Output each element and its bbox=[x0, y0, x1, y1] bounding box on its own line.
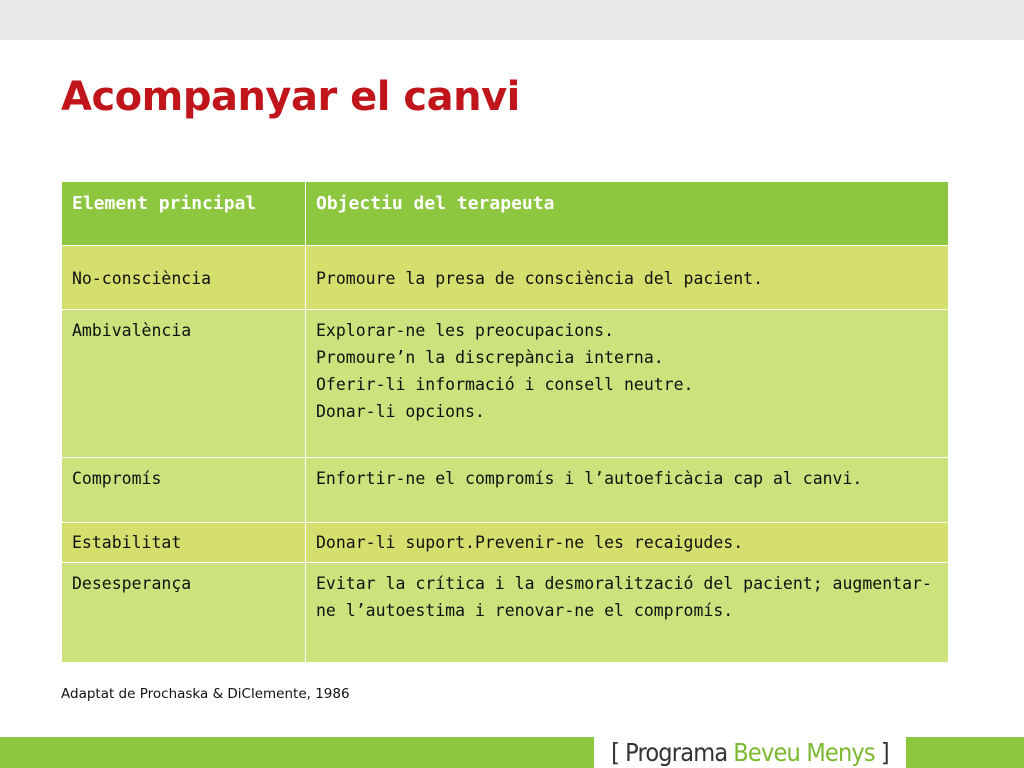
table-row bbox=[62, 523, 949, 563]
stages-table bbox=[61, 181, 949, 663]
source-note: Adaptat de Prochaska & DiClemente, 1986 bbox=[61, 686, 350, 702]
table-row bbox=[62, 563, 949, 663]
row-objective-cell bbox=[306, 246, 949, 310]
objective-line: Donar-li suport.Prevenir-ne les recaigudes. bbox=[316, 533, 744, 552]
header-element-principal: Element principal bbox=[62, 182, 306, 246]
programa-beveu-menys-logo bbox=[594, 737, 906, 768]
logo-close-bracket: ] bbox=[880, 738, 889, 767]
slide-title: Acompanyar el canvi bbox=[61, 74, 520, 120]
row-element-cell: Compromís bbox=[62, 458, 306, 523]
top-band bbox=[0, 0, 1024, 40]
objective-line: Enfortir-ne el compromís i l’autoeficàcia cap al canvi. bbox=[316, 469, 863, 488]
objective-line: Evitar la crítica i la desmoralització del pacient; augmentar- bbox=[316, 574, 932, 593]
row-element-cell: Ambivalència bbox=[62, 310, 306, 458]
row-objective-cell bbox=[306, 523, 949, 563]
logo-programa-text: Programa bbox=[625, 738, 728, 767]
row-objective-cell bbox=[306, 563, 949, 663]
objective-line: Oferir-li informació i consell neutre. bbox=[316, 375, 694, 394]
objective-line: Donar-li opcions. bbox=[316, 402, 485, 421]
row-element-cell: Desesperança bbox=[62, 563, 306, 663]
objective-line: Explorar-ne les preocupacions. bbox=[316, 321, 615, 340]
objective-line: Promoure la presa de consciència del pacient. bbox=[316, 269, 764, 288]
header-objectiu-terapeuta: Objectiu del terapeuta bbox=[306, 182, 949, 246]
row-element-cell: Estabilitat bbox=[62, 523, 306, 563]
row-objective-cell bbox=[306, 458, 949, 523]
table-row bbox=[62, 246, 949, 310]
objective-line: Promoure’n la discrepància interna. bbox=[316, 348, 664, 367]
logo-open-bracket: [ bbox=[611, 738, 620, 767]
table-header-row bbox=[62, 182, 949, 246]
table-row bbox=[62, 310, 949, 458]
table-row bbox=[62, 458, 949, 523]
logo-beveu-menys-text: Beveu Menys bbox=[733, 738, 875, 767]
objective-line: ne l’autoestima i renovar-ne el compromís. bbox=[316, 601, 734, 620]
row-element-cell: No-consciència bbox=[62, 246, 306, 310]
row-objective-cell bbox=[306, 310, 949, 458]
